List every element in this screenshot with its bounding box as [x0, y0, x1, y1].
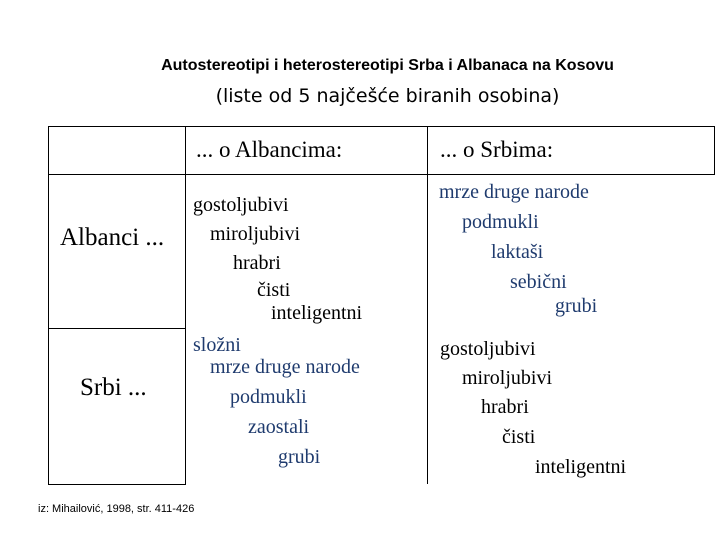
slide-subtitle: (liste od 5 najčešće biranih osobina) — [215, 85, 560, 107]
col-header-about-albanians: ... o Albancima: — [196, 137, 343, 162]
row-label-divider — [185, 126, 186, 484]
trait-item: mrze druge narode — [439, 181, 589, 203]
row-divider — [48, 328, 186, 329]
header-divider — [48, 174, 715, 175]
trait-item: miroljubivi — [210, 223, 300, 245]
trait-item: grubi — [555, 295, 598, 317]
row-label-serbs: Srbi ... — [80, 374, 147, 401]
col-header-about-serbs: ... o Srbima: — [440, 137, 554, 162]
table-right-border — [714, 126, 715, 174]
trait-item: čisti — [257, 279, 291, 301]
trait-item: hrabri — [233, 252, 281, 274]
trait-item: laktaši — [491, 241, 544, 263]
table-bottom-border — [48, 484, 186, 485]
trait-item: podmukli — [462, 211, 539, 233]
trait-item: mrze druge narode — [210, 356, 360, 378]
trait-item: gostoljubivi — [440, 338, 536, 360]
trait-item: čisti — [502, 426, 536, 448]
row-label-albanians: Albanci ... — [60, 224, 165, 251]
trait-item: inteligentni — [271, 302, 363, 324]
trait-item: miroljubivi — [462, 367, 552, 389]
table-top-border — [48, 126, 715, 127]
column-divider — [427, 126, 428, 484]
table-left-border — [48, 126, 49, 484]
trait-item: složni — [193, 334, 241, 356]
trait-item: gostoljubivi — [193, 194, 289, 216]
source-citation: iz: Mihailović, 1998, str. 411-426 — [38, 503, 195, 515]
slide-title: Autostereotipi i heterostereotipi Srba i Albanaca na Kosovu — [161, 57, 614, 74]
trait-item: sebični — [510, 271, 567, 293]
trait-item: zaostali — [248, 416, 310, 438]
trait-item: hrabri — [481, 396, 529, 418]
trait-item: grubi — [278, 446, 321, 468]
trait-item: inteligentni — [535, 456, 627, 478]
trait-item: podmukli — [230, 386, 307, 408]
